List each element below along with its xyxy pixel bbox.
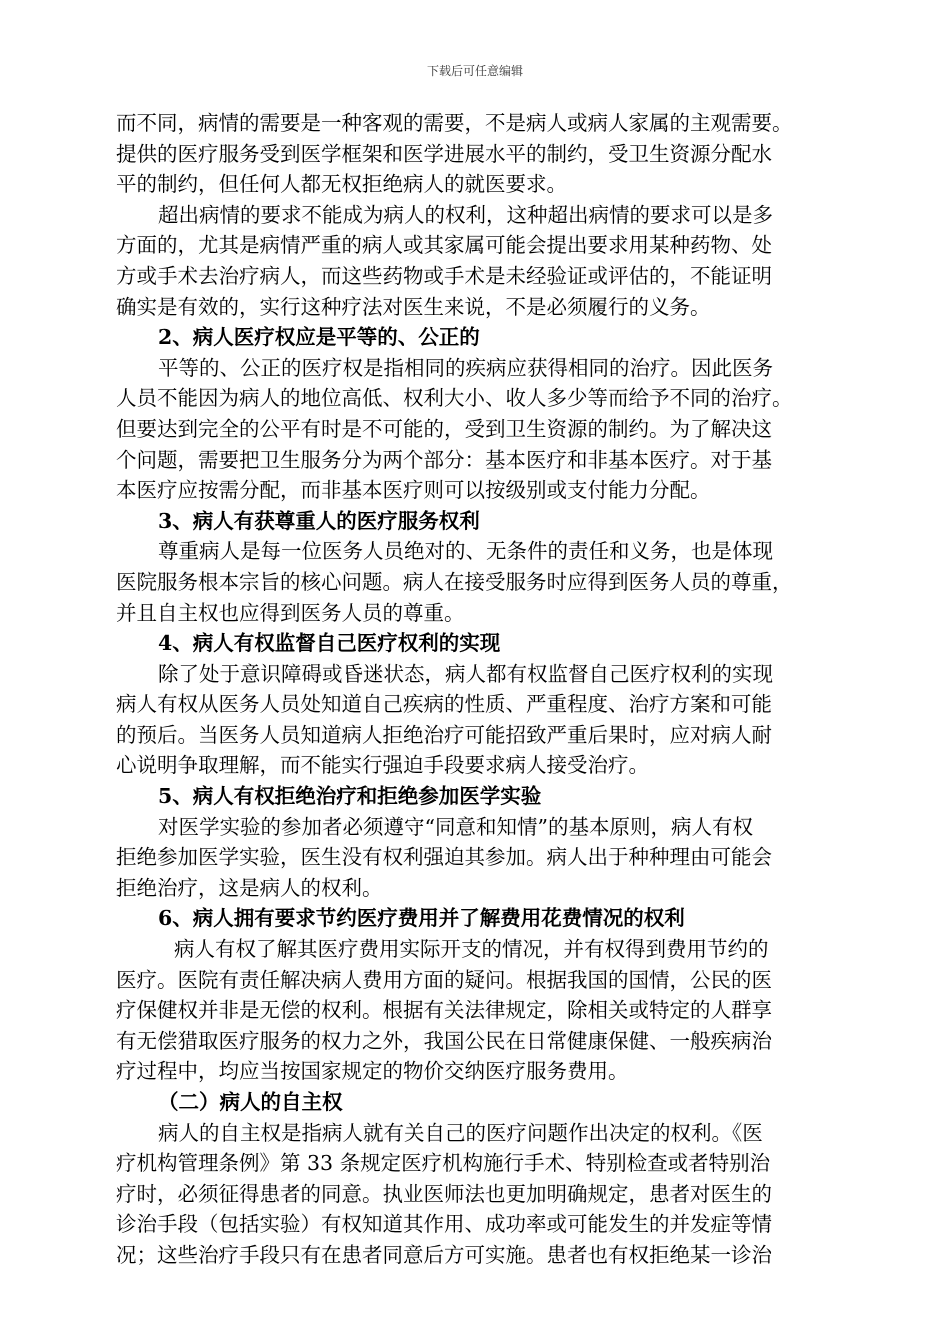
document-body (116, 108, 846, 1271)
body-text-line: 有无偿猎取医疗服务的权力之外，我国公民在日常健康保健、一般疾病治 (116, 1028, 772, 1053)
body-text-line: 拒绝治疗，这是病人的权利。 (116, 875, 383, 900)
page-header: 下载后可任意编辑 (426, 64, 523, 78)
section-heading: 6、病人拥有要求节约医疗费用并了解费用花费情况的权利 (158, 906, 685, 931)
body-text-line: 方或手术去治疗病人，而这些药物或手术是未经验证或评估的，不能证明 (116, 263, 772, 288)
body-text-line: 医疗。医院有责任解决病人费用方面的疑问。根据我国的国情，公民的医 (116, 967, 772, 992)
body-text-line: 提供的医疗服务受到医学框架和医学进展水平的制约，受卫生资源分配水 (116, 141, 772, 166)
body-text-line: 心说明争取理解，而不能实行强迫手段要求病人接受治疗。 (116, 753, 649, 778)
body-text-line: 病人的自主权是指病人就有关自己的医疗问题作出决定的权利。《医 (158, 1120, 763, 1145)
body-text-line: 平的制约，但任何人都无权拒绝病人的就医要求。 (116, 172, 567, 197)
body-text-line: 疗机构管理条例》第 33 条规定医疗机构施行手术、特别检查或者特别治 (116, 1151, 771, 1176)
body-text-line: 对医学实验的参加者必须遵守“同意和知情”的基本原则，病人有权 (158, 814, 753, 839)
body-text-line: 超出病情的要求不能成为病人的权利，这种超出病情的要求可以是多 (158, 202, 773, 227)
body-text-line: 平等的、公正的医疗权是指相同的疾病应获得相同的治疗。因此医务 (158, 355, 773, 380)
body-text-line: 的预后。当医务人员知道病人拒绝治疗可能招致严重后果时，应对病人耐 (116, 722, 772, 747)
section-heading: 5、病人有权拒绝治疗和拒绝参加医学实验 (158, 784, 542, 809)
body-text-line: 尊重病人是每一位医务人员绝对的、无条件的责任和义务，也是体现 (158, 539, 773, 564)
body-text-line: 人员不能因为病人的地位高低、权利大小、收人多少等而给予不同的治疗。 (116, 386, 793, 411)
section-heading: 3、病人有获尊重人的医疗服务权利 (158, 508, 480, 533)
section-heading: 2、病人医疗权应是平等的、公正的 (158, 325, 480, 350)
body-text-line: 本医疗应按需分配，而非基本医疗则可以按级别或支付能力分配。 (116, 478, 711, 503)
body-text-line: 诊治手段（包括实验）有权知道其作用、成功率或可能发生的并发症等情 (116, 1212, 772, 1237)
body-text-line: 而不同，病情的需要是一种客观的需要，不是病人或病人家属的主观需要。 (116, 111, 793, 135)
body-text-line: 病人有权从医务人员处知道自己疾病的性质、严重程度、治疗方案和可能 (116, 692, 772, 717)
section-heading: 4、病人有权监督自己医疗权利的实现 (158, 631, 501, 656)
body-text-line: 疗过程中，均应当按国家规定的物价交纳医疗服务费用。 (116, 1059, 629, 1084)
body-text-line: 但要达到完全的公平有时是不可能的，受到卫生资源的制约。为了解决这 (116, 416, 772, 441)
body-text-line: 拒绝参加医学实验，医生没有权利强迫其参加。病人出于种种理由可能会 (116, 845, 772, 870)
body-text-line: 并且自主权也应得到医务人员的尊重。 (116, 600, 465, 625)
body-text-line: 确实是有效的，实行这种疗法对医生来说，不是必须履行的义务。 (116, 294, 711, 319)
body-text-line: 医院服务根本宗旨的核心问题。病人在接受服务时应得到医务人员的尊重， (116, 569, 793, 594)
body-text-line: 疗时，必须征得患者的同意。执业医师法也更加明确规定，患者对医生的 (116, 1181, 772, 1206)
section-heading: （二）病人的自主权 (158, 1090, 343, 1114)
body-text-line: 病人有权了解其医疗费用实际开支的情况，并有权得到费用节约的 (174, 937, 769, 962)
body-text-line: 除了处于意识障碍或昏迷状态，病人都有权监督自己医疗权利的实现 (158, 661, 773, 686)
body-text-line: 况；这些治疗手段只有在患者同意后方可实施。患者也有权拒绝某一诊治 (116, 1242, 772, 1267)
body-text-line: 疗保健权并非是无偿的权利。根据有关法律规定，除相关或特定的人群享 (116, 998, 772, 1023)
body-text-line: 个问题，需要把卫生服务分为两个部分：基本医疗和非基本医疗。对于基 (116, 447, 772, 472)
body-text-line: 方面的，尤其是病情严重的病人或其家属可能会提出要求用某种药物、处 (116, 233, 772, 258)
